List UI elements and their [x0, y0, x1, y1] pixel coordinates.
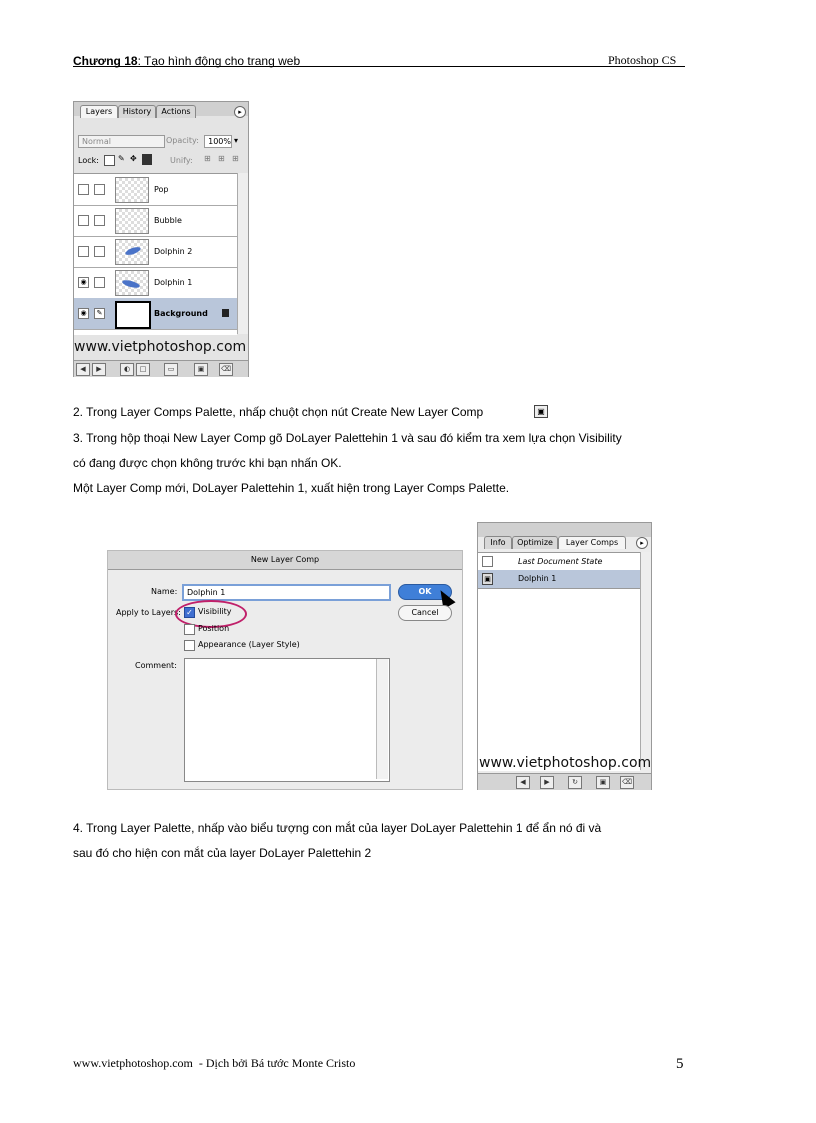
footer-credit: www.vietphotoshop.com - Dịch bởi Bá tước Monte Cristo — [73, 1056, 356, 1070]
trash-icon[interactable]: ⌫ — [219, 363, 233, 376]
tab-actions[interactable]: Actions — [156, 105, 196, 118]
page-number: 5 — [676, 1056, 684, 1072]
lock-brush-icon[interactable]: ✎ — [118, 154, 125, 163]
opacity-dropdown-icon[interactable]: ▾ — [234, 136, 239, 145]
apply-to-layers-label: Apply to Layers: — [116, 608, 181, 617]
lock-label: Lock: — [78, 156, 99, 165]
delete-comp-icon[interactable]: ⌫ — [620, 776, 634, 789]
comment-scrollbar[interactable] — [376, 659, 388, 779]
appearance-checkbox[interactable] — [184, 640, 195, 651]
link-toggle-bubble[interactable] — [94, 215, 105, 226]
dolphin-shape-icon — [124, 245, 141, 256]
palette-titlebar — [478, 523, 651, 537]
chapter-title: : Tạo hình động cho trang web — [137, 54, 301, 68]
step-4-text-line-1: 4. Trong Layer Palette, nhấp vào biểu tượng con mắt của layer DoLayer Palettehin 1 để ẩn nó đi và — [73, 821, 602, 835]
layer-row-pop[interactable] — [74, 174, 237, 206]
comp-apply-toggle[interactable] — [482, 556, 493, 567]
layer-row-dolphin-1[interactable] — [74, 267, 237, 299]
unify-style-icon[interactable]: ⊞ — [232, 154, 239, 163]
update-comp-icon[interactable]: ↻ — [568, 776, 582, 789]
layer-thumbnail-bubble — [115, 208, 149, 234]
blend-mode-select[interactable]: Normal — [78, 135, 165, 148]
palette-menu-icon[interactable]: ▸ — [234, 106, 246, 118]
step-4-text-line-2: sau đó cho hiện con mắt của layer DoLayer Palettehin 2 — [73, 846, 372, 860]
layer-thumbnail-dolphin-1 — [115, 270, 149, 296]
ok-label: OK — [418, 587, 432, 596]
cancel-label: Cancel — [411, 608, 439, 617]
comp-apply-icon[interactable]: ▣ — [482, 573, 493, 585]
name-label: Name: — [151, 587, 178, 596]
layer-comps-palette-screenshot — [477, 522, 652, 790]
result-text: Một Layer Comp mới, DoLayer Palettehin 1, xuất hiện trong Layer Comps Palette. — [73, 481, 510, 495]
position-label: Position — [198, 624, 230, 633]
layer-name-dolphin-1: Dolphin 1 — [154, 278, 193, 287]
opacity-input[interactable]: 100% — [204, 135, 232, 148]
palette-menu-icon[interactable]: ▸ — [636, 537, 648, 549]
layer-thumbnail-dolphin-2 — [115, 239, 149, 265]
comps-scrollbar[interactable] — [640, 552, 651, 770]
visibility-eye-dolphin-1[interactable]: ◉ — [78, 277, 89, 288]
layer-name-bubble: Bubble — [154, 216, 182, 225]
cancel-button[interactable] — [398, 605, 452, 621]
layer-name-pop: Pop — [154, 185, 169, 194]
layer-name-background: Background — [154, 309, 208, 318]
comp-name-last-document-state: Last Document State — [518, 557, 603, 566]
tab-layers[interactable]: Layers — [80, 105, 118, 118]
brush-icon: ✎ — [94, 308, 105, 319]
link-toggle-dolphin-1[interactable] — [94, 277, 105, 288]
unify-visibility-icon[interactable]: ⊞ — [218, 154, 225, 163]
visibility-checkbox[interactable]: ✓ — [184, 607, 195, 618]
step-2-sentence: 2. Trong Layer Comps Palette, nhấp chuột chọn nút Create New Layer Comp — [73, 405, 484, 419]
chapter-label: Chương 18 — [73, 54, 138, 68]
layer-list — [74, 173, 237, 335]
new-adjustment-icon[interactable]: ◐ — [120, 363, 134, 376]
new-layer-comp-icon[interactable]: ▣ — [596, 776, 610, 789]
step-3-text-line-1: 3. Trong hộp thoại New Layer Comp gõ DoLayer Palettehin 1 và sau đó kiểm tra xem lựa chọn Visibility — [73, 431, 622, 445]
position-checkbox[interactable] — [184, 624, 195, 635]
new-group-icon[interactable]: ▭ — [164, 363, 178, 376]
layer-list-scrollbar[interactable] — [237, 173, 248, 334]
opacity-label: Opacity: — [166, 136, 199, 145]
unify-position-icon[interactable]: ⊞ — [204, 154, 211, 163]
layer-name-dolphin-2: Dolphin 2 — [154, 247, 193, 256]
comp-name-dolphin-1: Dolphin 1 — [518, 574, 557, 583]
tab-info[interactable]: Info — [484, 536, 512, 549]
visibility-eye-background[interactable]: ◉ — [78, 308, 89, 319]
comp-row-dolphin-1[interactable] — [478, 570, 640, 589]
step-2-text — [73, 405, 545, 419]
layer-row-background[interactable] — [74, 298, 237, 330]
layer-row-bubble[interactable] — [74, 205, 237, 237]
tab-optimize[interactable]: Optimize — [512, 536, 558, 549]
add-mask-icon[interactable]: □ — [136, 363, 150, 376]
appearance-label: Appearance (Layer Style) — [198, 640, 300, 649]
link-toggle-pop[interactable] — [94, 184, 105, 195]
watermark: www.vietphotoshop.com — [74, 339, 247, 355]
comps-list — [478, 552, 640, 771]
link-layers-icon[interactable]: ◀ — [76, 363, 90, 376]
layer-thumbnail-pop — [115, 177, 149, 203]
watermark: www.vietphotoshop.com — [479, 755, 652, 771]
link-toggle-dolphin-2[interactable] — [94, 246, 105, 257]
lock-icon — [222, 309, 229, 317]
unify-label: Unify: — [170, 156, 193, 165]
comp-row-last-document-state[interactable] — [478, 553, 640, 571]
lock-transparent-icon[interactable] — [104, 155, 115, 166]
step-3-text-line-2: có đang được chọn không trước khi bạn nhấn OK. — [73, 456, 342, 470]
previous-comp-icon[interactable]: ◀ — [516, 776, 530, 789]
dialog-title: New Layer Comp — [250, 555, 320, 564]
comment-label: Comment: — [135, 661, 177, 670]
dolphin-shape-icon — [122, 279, 141, 289]
visibility-eye-bubble[interactable] — [78, 215, 89, 226]
new-layer-icon[interactable]: ▣ — [194, 363, 208, 376]
palette-button-bar — [74, 360, 248, 377]
layer-thumbnail-background — [115, 301, 151, 329]
layer-style-icon[interactable]: ▶ — [92, 363, 106, 376]
layers-palette-screenshot — [73, 101, 249, 377]
create-new-layer-comp-icon: ▣ — [534, 405, 548, 418]
layer-row-dolphin-2[interactable] — [74, 236, 237, 268]
visibility-eye-pop[interactable] — [78, 184, 89, 195]
tab-history[interactable]: History — [118, 105, 156, 118]
comment-textarea[interactable] — [184, 658, 390, 782]
lock-move-icon[interactable]: ✥ — [130, 154, 137, 163]
lock-all-icon[interactable] — [142, 154, 152, 165]
comps-button-bar — [478, 773, 651, 790]
visibility-label: Visibility — [198, 607, 232, 616]
name-input[interactable]: Dolphin 1 — [182, 584, 391, 601]
visibility-eye-dolphin-2[interactable] — [78, 246, 89, 257]
next-comp-icon[interactable]: ▶ — [540, 776, 554, 789]
header-divider — [73, 66, 685, 67]
tab-layer-comps[interactable]: Layer Comps — [558, 536, 626, 549]
book-title: Photoshop CS — [608, 53, 677, 67]
new-layer-comp-dialog — [107, 550, 463, 790]
